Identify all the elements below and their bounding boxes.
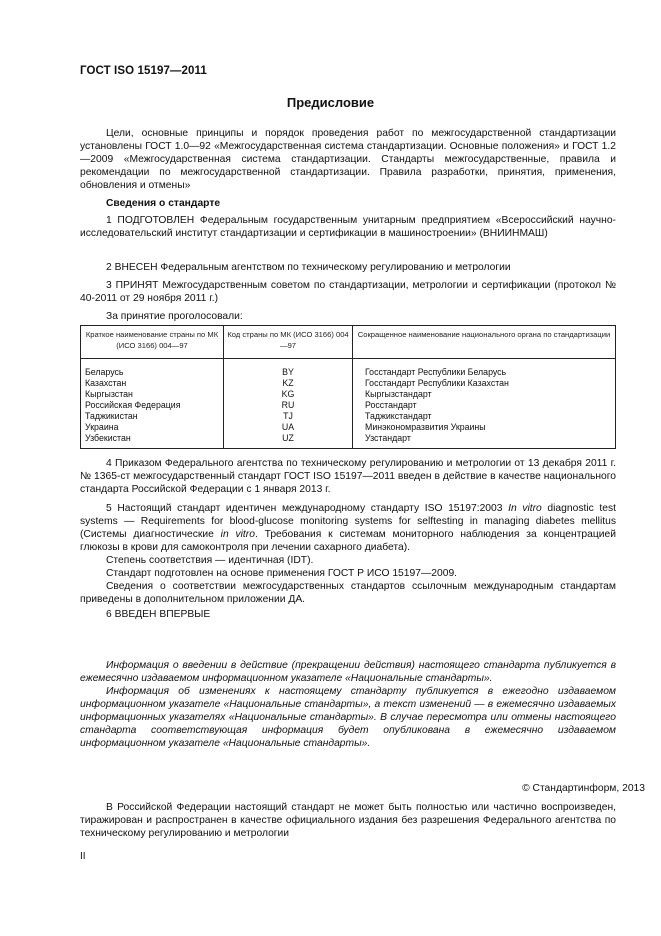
info-paragraph-1: Информация о введении в действие (прекращении действия) настоящего стандарта публикуется в ежемесячно издаваемом информационном указателе «Национальные стандарты». <box>80 660 616 684</box>
column-header-code: Код страны по МК (ИСО 3166) 004—97 <box>224 326 353 359</box>
voted-intro-text: За принятие проголосовали: <box>106 311 243 322</box>
intro-text: Цели, основные принципы и порядок проведения работ по межгосударственной стандартизации установлены ГОСТ 1.0—92 «Межгосударственная система стандартизации. Основные положения» и ГОСТ 1.2—2009 «Межгосударственная система стандартизации. Стандарты межгосударственные, правила и рекомендации по межгосударственной стандартизации. Правила разработки, принятия, применения, обновления и отмены» <box>80 128 616 191</box>
item-4 <box>80 457 616 496</box>
item-1-text: 1 ПОДГОТОВЛЕН Федеральным государственным унитарным предприятием «Всероссийский научно-исследовательский институт стандартизации и сертификации в машиностроении» (ВНИИНМАШ) <box>80 215 616 239</box>
appendix-note-text: Сведения о соответствии межгосударственных стандартов ссылочным международным стандартам приведены в дополнительном приложении ДА. <box>80 581 616 605</box>
degree-text: Степень соответствия — идентичная (IDT). <box>106 555 314 566</box>
rights-text: В Российской Федерации настоящий стандарт не может быть полностью или частично воспроизведен, тиражирован и распространен в качестве официального издания без разрешения Федерального агентства по техническому регулированию и метрологии <box>80 802 616 839</box>
item-5-part-2: diagnostic test systems — Requirements for blood-glucose monitoring systems for selftesting in managing diabetes mellitus (Системы диагностические <box>80 503 616 540</box>
table-row <box>81 411 616 422</box>
about-section <box>80 197 616 210</box>
item-5-italic-1: In vitro <box>508 503 542 514</box>
rights-paragraph <box>80 801 616 840</box>
body-cell: Госстандарт Республики Казахстан <box>353 378 616 389</box>
document-code: ГОСТ ISO 15197—2011 <box>80 65 207 77</box>
code-cell: UA <box>224 422 353 433</box>
page-number: II <box>80 851 86 862</box>
item-2 <box>80 261 616 274</box>
item-5-italic-2: in vitro <box>220 529 255 540</box>
body-cell: Госстандарт Республики Беларусь <box>353 359 616 379</box>
voting-table <box>80 325 616 449</box>
country-cell: Беларусь <box>81 359 224 379</box>
about-heading: Сведения о стандарте <box>106 198 221 209</box>
code-cell: KZ <box>224 378 353 389</box>
item-5-part-1: 5 Настоящий стандарт идентичен международному стандарту ISO 15197:2003 <box>106 503 509 514</box>
country-cell: Украина <box>81 422 224 433</box>
table-row <box>81 422 616 433</box>
column-header-body: Сокращенное наименование национального органа по стандартизации <box>353 326 616 359</box>
intro-paragraph <box>80 127 616 192</box>
body-cell: Таджикстандарт <box>353 411 616 422</box>
code-cell: TJ <box>224 411 353 422</box>
voted-intro <box>80 310 616 323</box>
table-row <box>81 359 616 379</box>
country-cell: Узбекистан <box>81 433 224 449</box>
code-cell: KG <box>224 389 353 400</box>
country-cell: Российская Федерация <box>81 400 224 411</box>
table-row <box>81 389 616 400</box>
country-cell: Казахстан <box>81 378 224 389</box>
item-3-text: 3 ПРИНЯТ Межгосударственным советом по стандартизации, метрологии и сертификации (протокол № 40-2011 от 29 ноября 2011 г.) <box>80 280 616 304</box>
table-header-row <box>81 326 616 359</box>
info-block <box>80 659 616 750</box>
body-cell: Минэкономразвития Украины <box>353 422 616 433</box>
item-3 <box>80 279 616 305</box>
table-row <box>81 400 616 411</box>
copyright-notice: © Стандартинформ, 2013 <box>522 783 645 794</box>
item-2-text: 2 ВНЕСЕН Федеральным агентством по техническому регулированию и метрологии <box>106 262 511 273</box>
page-title: Предисловие <box>286 95 375 110</box>
table-row <box>81 433 616 449</box>
code-cell: BY <box>224 359 353 379</box>
item-1 <box>80 214 616 240</box>
item-6 <box>80 608 616 621</box>
item-5-part-3: . Требования к системам мониторного наблюдения за концентрацией глюкозы в крови для самоконтроля при лечении сахарного диабета). <box>80 529 616 553</box>
body-cell: Росстандарт <box>353 400 616 411</box>
item-5-text <box>80 502 616 554</box>
item-4-text: 4 Приказом Федерального агентства по техническому регулированию и метрологии от 13 декабря 2011 г. № 1365-ст межгосударственный стандарт ГОСТ ISO 15197—2011 введен в действие в качестве национального стандарта Российской Федерации с 1 января 2013 г. <box>80 458 616 495</box>
country-cell: Кыргызстан <box>81 389 224 400</box>
country-cell: Таджикистан <box>81 411 224 422</box>
info-paragraph-2: Информация об изменениях к настоящему стандарту публикуется в ежегодно издаваемом информационном указателе «Национальные стандарты», а текст изменений — в ежемесячно издаваемых информационных указателях «Национальные стандарты». В случае пересмотра или отмены настоящего стандарта соответствующая информация будет опубликована в ежемесячно издаваемом информационном указателе «Национальные стандарты». <box>80 686 616 749</box>
code-cell: RU <box>224 400 353 411</box>
body-cell: Кыргызстандарт <box>353 389 616 400</box>
code-cell: UZ <box>224 433 353 449</box>
body-cell: Узстандарт <box>353 433 616 449</box>
table-row <box>81 378 616 389</box>
item-5-block <box>80 502 616 606</box>
prepared-based-text: Стандарт подготовлен на основе применения ГОСТ Р ИСО 15197—2009. <box>106 568 458 579</box>
column-header-country: Краткое наименование страны по МК (ИСО 3166) 004—97 <box>81 326 224 359</box>
item-6-text: 6 ВВЕДЕН ВПЕРВЫЕ <box>106 609 211 620</box>
